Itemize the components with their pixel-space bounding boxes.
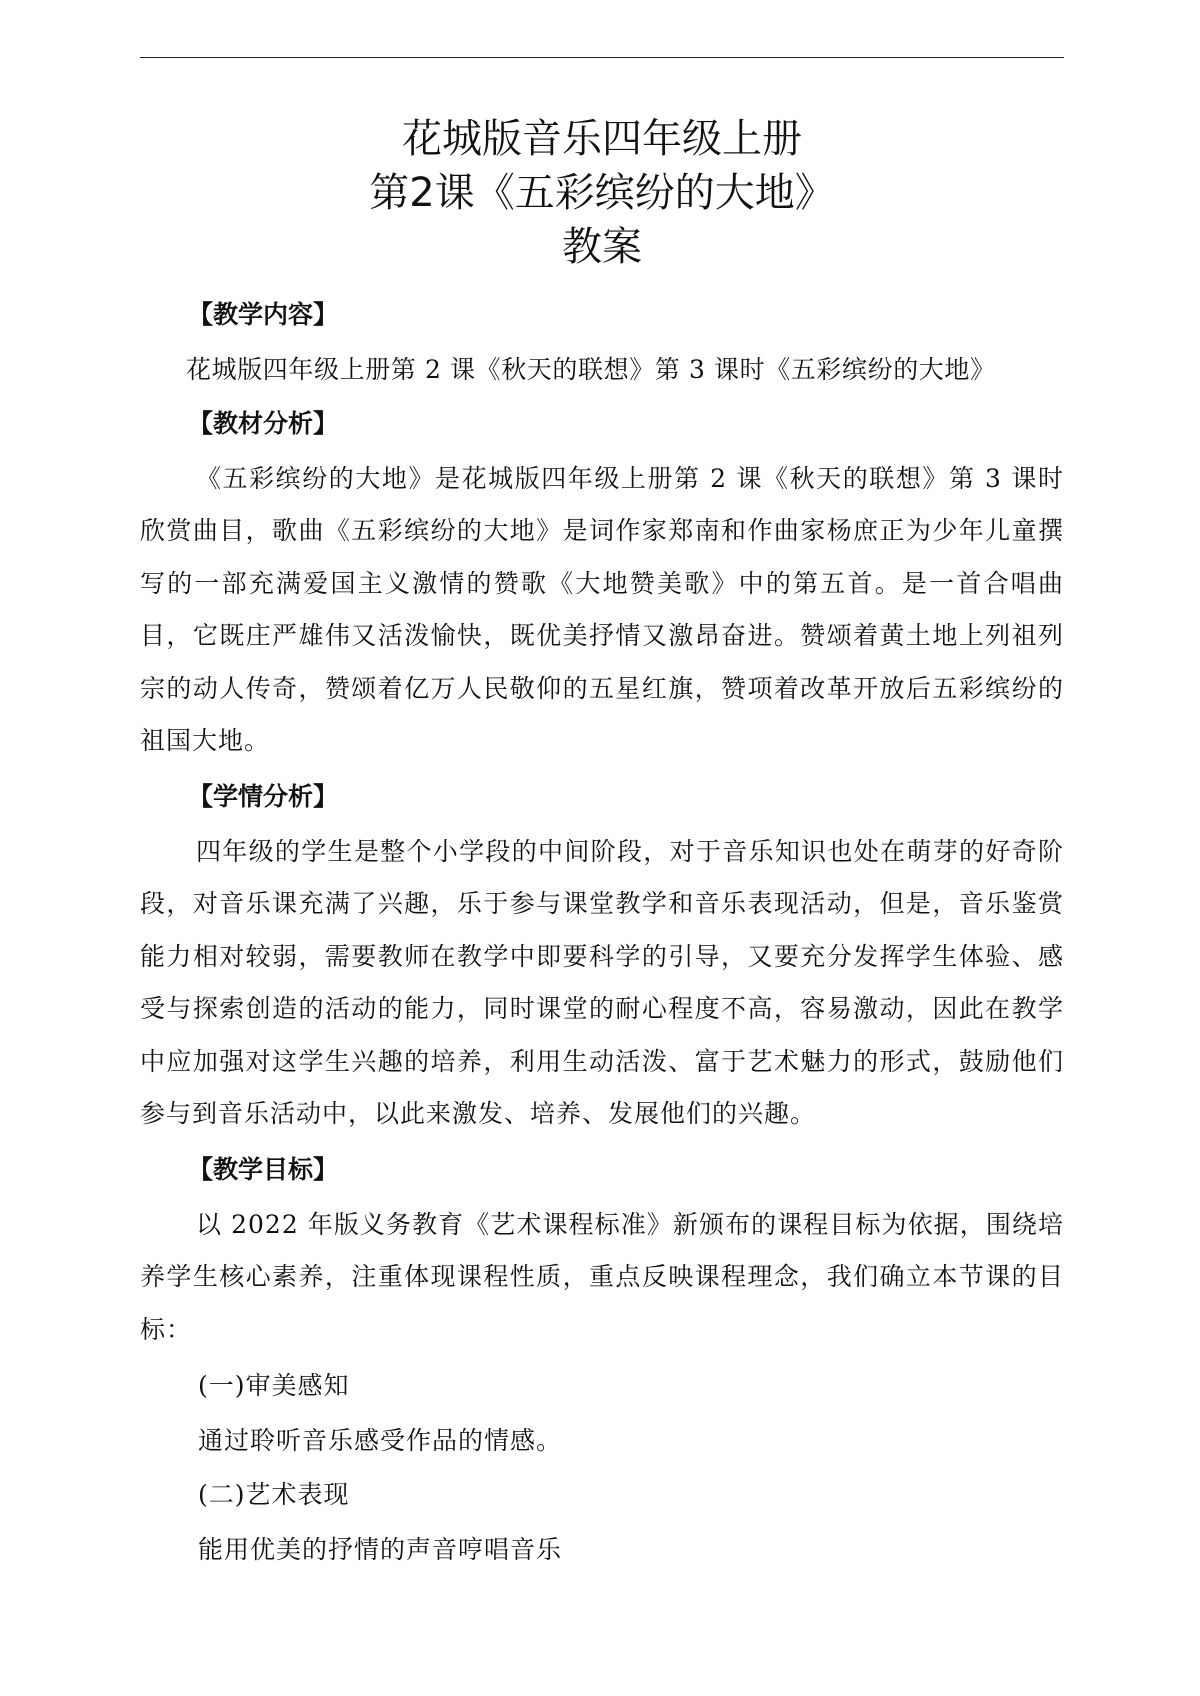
title-line-2: 第2课《五彩缤纷的大地》: [369, 170, 835, 216]
student-analysis-heading: 【学情分析】: [188, 781, 339, 811]
header-rule: [140, 57, 1064, 58]
teaching-content-heading: 【教学内容】: [188, 300, 339, 329]
teaching-goals-text: 以 2022 年版义务教育《艺术课程标准》新颁布的课程目标为依据，围绕培养学生核心素养，注重体现课程性质，重点反映课程理念，我们确立本节课的目标：: [140, 1209, 1064, 1344]
teaching-goals-heading: 【教学目标】: [188, 1154, 339, 1184]
teaching-content-text: 花城版四年级上册第 2 课《秋天的联想》第 3 课时《五彩缤纷的大地》: [186, 355, 996, 384]
document-body: [140, 290, 1064, 1578]
material-analysis-text: 《五彩缤纷的大地》是花城版四年级上册第 2 课《秋天的联想》第 3 课时欣赏曲目，歌曲《五彩缤纷的大地》是词作家郑南和作曲家杨庶正为少年儿童撰写的一部充满爱国主义激情的赞歌《大地赞美歌》中的第五首。是一首合唱曲目，它既庄严雄伟又活泼愉快，既优美抒情又激昂奋进。赞颂着黄土地上列祖列宗的动人传奇，赞颂着亿万人民敬仰的五星红旗，赞项着改革开放后五彩缤纷的祖国大地。: [140, 463, 1064, 755]
goal-2-text: 能用优美的抒情的声音哼唱音乐: [198, 1534, 563, 1564]
title-line-3: 教案: [562, 224, 642, 270]
student-analysis-text: 四年级的学生是整个小学段的中间阶段，对于音乐知识也处在萌芽的好奇阶段，对音乐课充满了兴趣，乐于参与课堂教学和音乐表现活动，但是，音乐鉴赏能力相对较弱，需要教师在教学中即要科学的引导，又要充分发挥学生体验、感受与探索创造的活动的能力，同时课堂的耐心程度不高，容易激动，因此在教学中应加强对这学生兴趣的培养，利用生动活泼、富于艺术魅力的形式，鼓励他们参与到音乐活动中，以此来激发、培养、发展他们的兴趣。: [140, 836, 1064, 1128]
material-analysis-heading: 【教材分析】: [188, 408, 339, 438]
goal-2-label: (二)艺术表现: [198, 1480, 350, 1509]
title-line-1: 花城版音乐四年级上册: [402, 116, 802, 162]
goal-1-label: (一)审美感知: [198, 1371, 350, 1400]
goal-1-text: 通过聆听音乐感受作品的情感。: [198, 1425, 563, 1455]
document-title: [140, 112, 1064, 274]
